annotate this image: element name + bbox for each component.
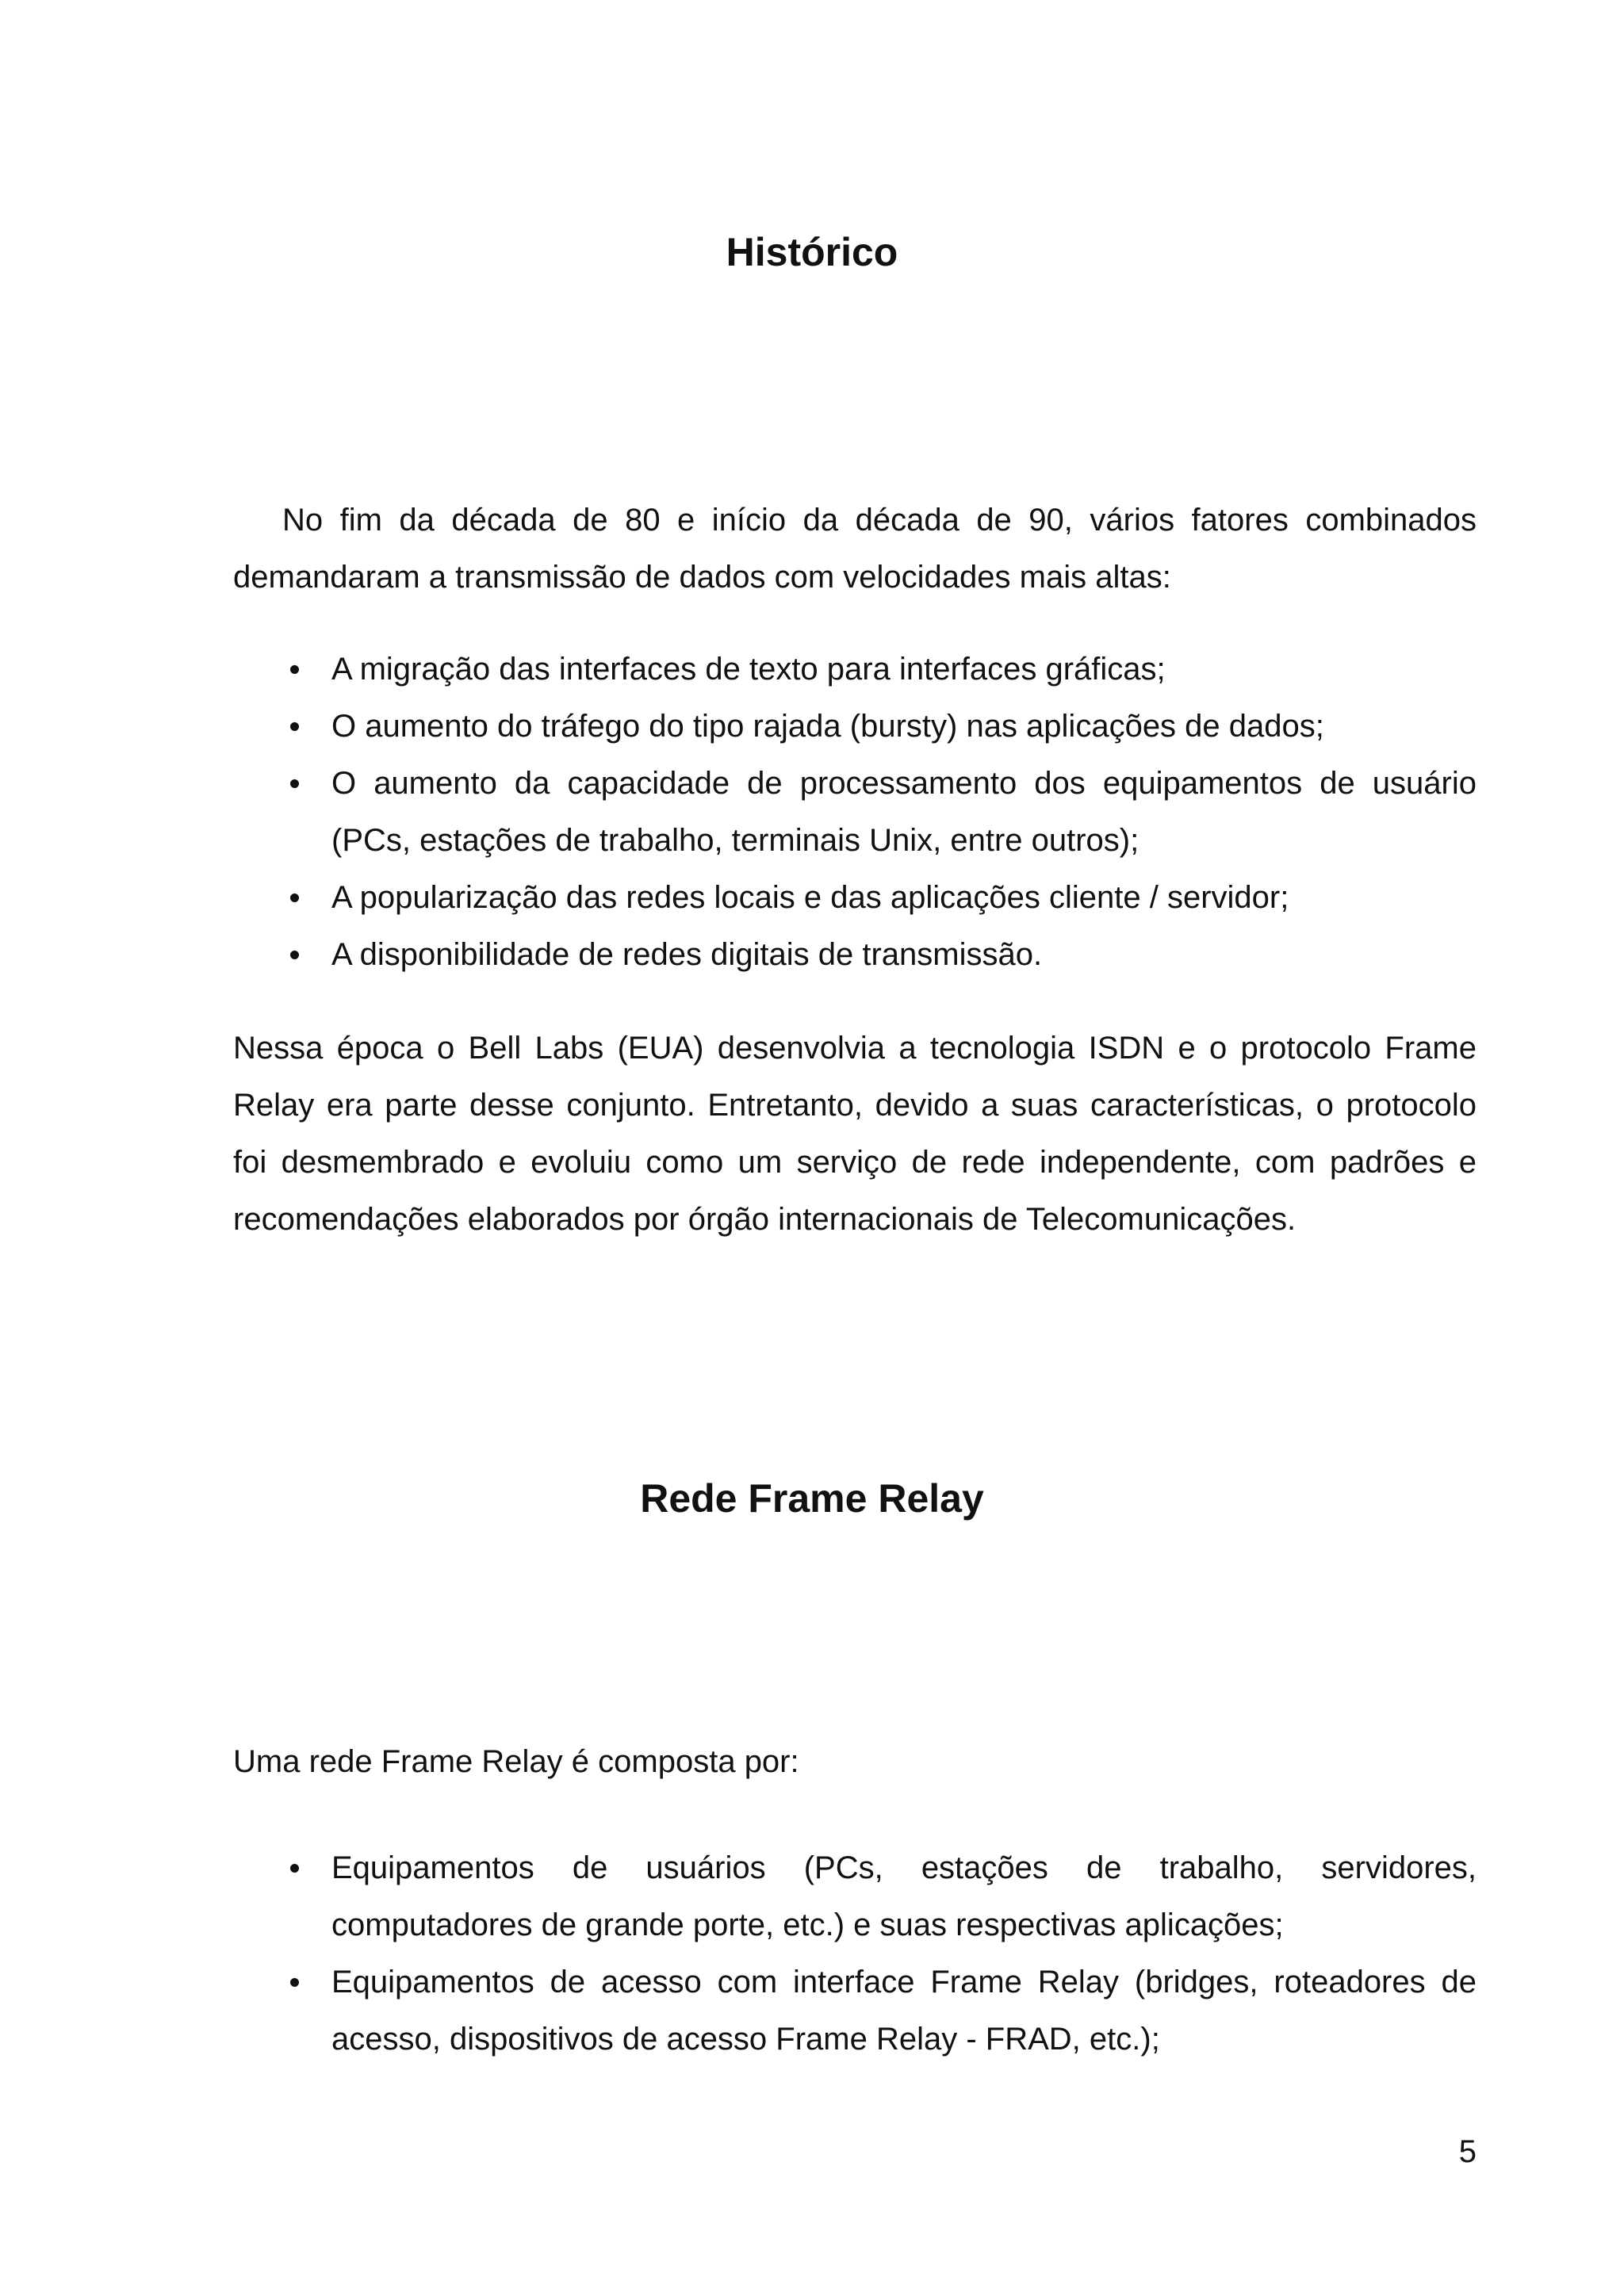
list-item <box>233 869 1477 926</box>
bullet-icon <box>290 951 299 959</box>
list-item <box>233 755 1477 869</box>
list-item <box>233 698 1477 755</box>
list-item-text: O aumento da capacidade de processamento dos equipamentos de usuário (PCs, estações de trabalho, terminais Unix, entre outros); <box>331 766 1477 858</box>
list-item-text: Equipamentos de usuários (PCs, estações de trabalho, servidores, computadores de grande porte, etc.) e suas respectivas aplicações; <box>331 1850 1477 1942</box>
list-item <box>233 641 1477 698</box>
components-list <box>233 1839 1477 2068</box>
list-item-text: Equipamentos de acesso com interface Frame Relay (bridges, roteadores de acesso, dispositivos de acesso Frame Relay - FRAD, etc.); <box>331 1965 1477 2057</box>
intro-paragraph: No fim da década de 80 e início da década de 90, vários fatores combinados demandaram a transmissão de dados com velocidades mais altas: <box>233 503 1477 595</box>
list-item-text: O aumento do tráfego do tipo rajada (bursty) nas aplicações de dados; <box>331 709 1324 744</box>
list-item <box>233 926 1477 983</box>
composition-intro: Uma rede Frame Relay é composta por: <box>233 1744 799 1779</box>
bullet-icon <box>290 1978 299 1987</box>
list-item-text: A migração das interfaces de texto para interfaces gráficas; <box>331 652 1166 687</box>
factors-list <box>233 641 1477 983</box>
list-item <box>233 1839 1477 1954</box>
list-item-text: A popularização das redes locais e das aplicações cliente / servidor; <box>331 880 1289 915</box>
list-item-text: A disponibilidade de redes digitais de transmissão. <box>331 937 1043 972</box>
section-title-historico: Histórico <box>726 230 898 274</box>
bullet-icon <box>290 722 299 731</box>
page-number: 5 <box>1458 2134 1477 2169</box>
bullet-icon <box>290 665 299 674</box>
section-title-rede-frame-relay: Rede Frame Relay <box>640 1476 984 1521</box>
bullet-icon <box>290 779 299 788</box>
bullet-icon <box>290 1864 299 1873</box>
list-item <box>233 1954 1477 2068</box>
bullet-icon <box>290 894 299 902</box>
history-paragraph: Nessa época o Bell Labs (EUA) desenvolvia a tecnologia ISDN e o protocolo Frame Relay era parte desse conjunto. Entretanto, devido a suas características, o protocolo foi desmembrado e evoluiu como um serviço de rede independente, com padrões e recomendações elaborados por órgão internacionais de Telecomunicações. <box>233 1031 1477 1237</box>
